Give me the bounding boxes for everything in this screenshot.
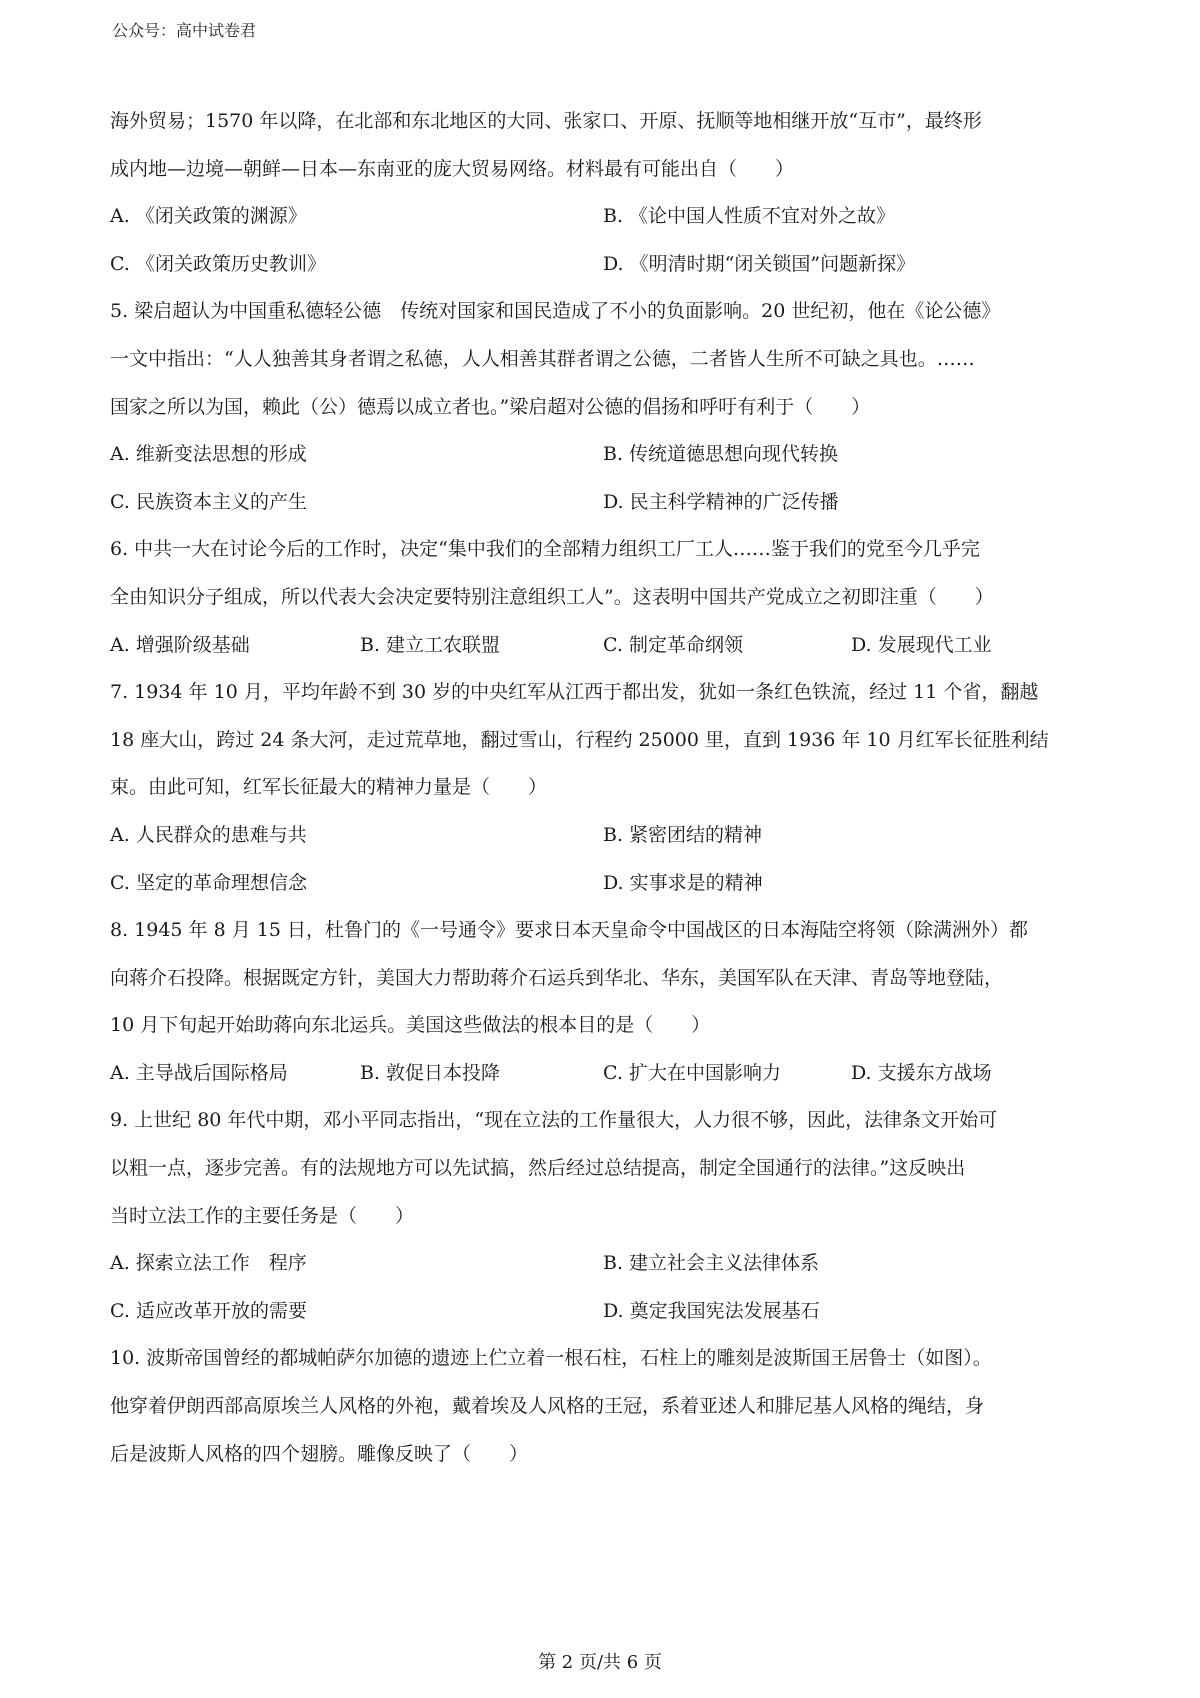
answer-option: C. 民族资本主义的产生 (110, 490, 307, 513)
answer-option: D. 实事求是的精神 (603, 871, 763, 894)
answer-option: B. 紧密团结的精神 (603, 823, 763, 846)
answer-option: B. 敦促日本投降 (360, 1061, 501, 1084)
question-text-line: 束。由此可知，红军长征最大的精神力量是（ ） (110, 776, 548, 799)
question-text-line: 当时立法工作的主要任务是（ ） (110, 1204, 415, 1227)
question-text-line: 全由知识分子组成，所以代表大会决定要特别注意组织工人”。这表明中国共产党成立之初即注重（ ） (110, 585, 994, 608)
question-text-line: 后是波斯人风格的四个翅膀。雕像反映了（ ） (110, 1442, 529, 1465)
question-text-line: 国家之所以为国，赖此（公）德焉以成立者也。”梁启超对公德的倡扬和呼吁有利于（ ） (110, 395, 871, 418)
options-row (110, 479, 1100, 527)
answer-option: C. 适应改革开放的需要 (110, 1299, 307, 1322)
answer-option: C. 《闭关政策历史教训》 (110, 252, 326, 275)
answer-option: B. 传统道德思想向现代转换 (603, 443, 839, 466)
question-text-line: 以粗一点，逐步完善。有的法规地方可以先试搞，然后经过总结提高，制定全国通行的法律。”这反映出 (110, 1157, 966, 1180)
options-row (110, 1288, 1100, 1336)
answer-option: A. 主导战后国际格局 (110, 1061, 288, 1084)
options-row (110, 193, 1100, 241)
question-text-line: 海外贸易；1570 年以降，在北部和东北地区的大同、张家口、开原、抚顺等地相继开放“互市”，最终形 (110, 110, 982, 132)
answer-option: B. 建立社会主义法律体系 (603, 1252, 820, 1275)
answer-option: C. 坚定的革命理想信念 (110, 871, 307, 894)
question-text-line: 一文中指出：“人人独善其身者谓之私德，人人相善其群者谓之公德，二者皆人生所不可缺之具也。…… (110, 347, 975, 370)
options-row (110, 1240, 1100, 1288)
answer-option: B. 《论中国人性质不宜对外之故》 (603, 205, 896, 228)
options-row (110, 812, 1100, 860)
options-row (110, 241, 1100, 289)
answer-option: A. 人民群众的患难与共 (110, 823, 307, 846)
question-text-line: 7. 1934 年 10 月，平均年龄不到 30 岁的中央红军从江西于都出发，犹如一条红色铁流，经过 11 个省，翻越 (110, 681, 1039, 704)
answer-option: D. 支援东方战场 (851, 1061, 992, 1084)
options-row (110, 622, 1100, 670)
answer-option: D. 发展现代工业 (851, 633, 992, 656)
answer-option: A. 增强阶级基础 (110, 633, 250, 656)
question-text-line: 向蒋介石投降。根据既定方针，美国大力帮助蒋介石运兵到华北、华东，美国军队在天津、青岛等地登陆， (110, 966, 1004, 989)
source-header: 公众号：高中试卷君 (112, 21, 257, 40)
question-text-line: 10. 波斯帝国曾经的都城帕萨尔加德的遗迹上伫立着一根石柱，石柱上的雕刻是波斯国王居鲁士（如图）。 (110, 1347, 992, 1370)
answer-option: C. 扩大在中国影响力 (603, 1061, 781, 1084)
question-text-line: 6. 中共一大在讨论今后的工作时，决定“集中我们的全部精力组织工厂工人……鉴于我们的党至今几乎完 (110, 538, 980, 561)
answer-option: A. 探索立法工作 程序 (110, 1252, 307, 1275)
options-row (110, 1050, 1100, 1098)
answer-option: A. 维新变法思想的形成 (110, 443, 307, 466)
answer-option: C. 制定革命纲领 (603, 633, 743, 656)
answer-option: D. 奠定我国宪法发展基石 (603, 1299, 820, 1322)
question-text-line: 5. 梁启超认为中国重私德轻公德 传统对国家和国民造成了不小的负面影响。20 世纪初，他在《论公德》 (110, 300, 1001, 323)
question-text-line: 成内地—边境—朝鲜—日本—东南亚的庞大贸易网络。材料最有可能出自（ ） (110, 157, 795, 180)
question-text-line: 18 座大山，跨过 24 条大河，走过荒草地，翻过雪山，行程约 25000 里，直到 1936 年 10 月红军长征胜利结 (110, 728, 1049, 751)
question-text-line: 9. 上世纪 80 年代中期，邓小平同志指出，“现在立法的工作量很大，人力很不够，因此，法律条文开始可 (110, 1109, 998, 1132)
question-text-line: 10 月下旬起开始助蒋向东北运兵。美国这些做法的根本目的是（ ） (110, 1014, 711, 1037)
options-row (110, 431, 1100, 479)
answer-option: D. 《明清时期“闭关锁国”问题新探》 (603, 252, 916, 275)
question-text-line: 他穿着伊朗西部高原埃兰人风格的外袍，戴着埃及人风格的王冠，系着亚述人和腓尼基人风格的绳结，身 (110, 1395, 985, 1418)
options-row (110, 860, 1100, 908)
answer-option: B. 建立工农联盟 (360, 633, 501, 656)
page-footer: 第 2 页/共 6 页 (538, 1652, 662, 1673)
answer-option: D. 民主科学精神的广泛传播 (603, 490, 839, 513)
question-content (110, 98, 1100, 1478)
answer-option: A. 《闭关政策的渊源》 (110, 205, 307, 228)
question-text-line: 8. 1945 年 8 月 15 日，杜鲁门的《一号通令》要求日本天皇命令中国战区的日本海陆空将领（除满洲外）都 (110, 919, 1028, 942)
